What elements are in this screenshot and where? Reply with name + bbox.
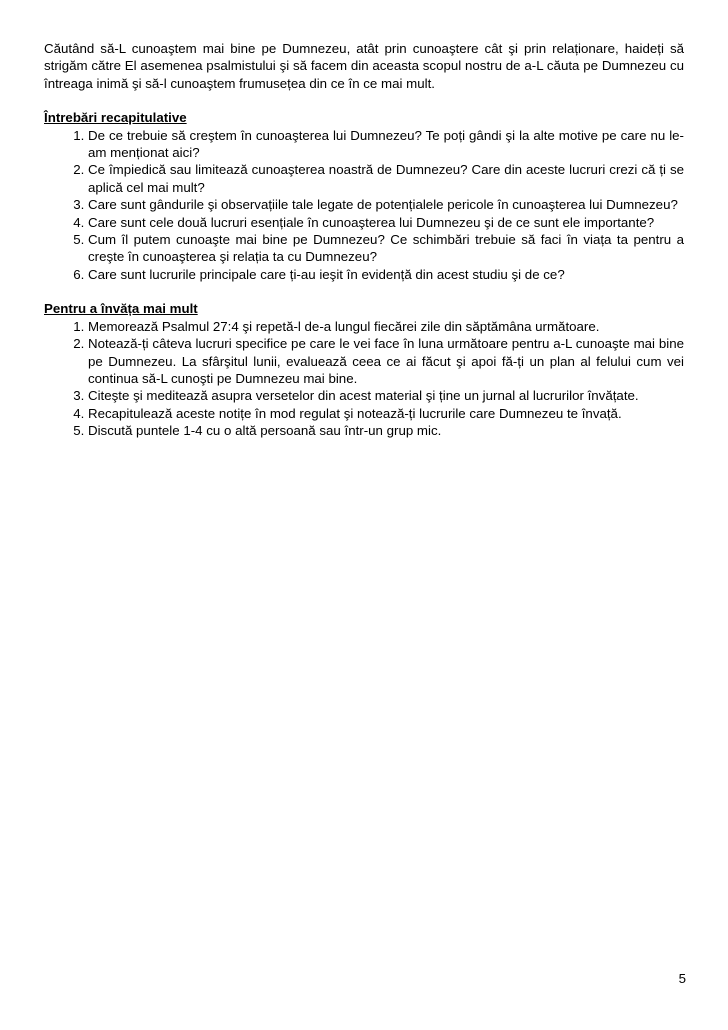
intro-paragraph: Căutând să-L cunoaştem mai bine pe Dumnezeu, atât prin cunoaştere cât şi prin relaționare, haideți să strigăm către El asemenea psalmistului şi să facem din aceasta scopul nostru de a-L căuta pe Dumnezeu cu întreaga inimă şi să-l cunoaştem frumusețea din ce în ce mai mult.	[44, 41, 684, 91]
review-questions-title: Întrebări recapitulative	[44, 110, 187, 126]
list-item: 3. Care sunt gândurile şi observațiile tale legate de potențialele pericole în cunoaşterea lui Dumnezeu?	[88, 196, 684, 213]
list-item: 1. De ce trebuie să creştem în cunoaşterea lui Dumnezeu? Te poți gândi şi la alte motive pe care nu le-am menționat aici?	[88, 127, 684, 162]
learn-more-title: Pentru a învăța mai mult	[44, 301, 198, 317]
list-item: 2. Notează-ți câteva lucruri specifice pe care le vei face în luna următoare pentru a-L cunoaşte mai bine pe Dumnezeu. La sfârşitul lunii, evaluează ceea ce ai făcut şi apoi fă-ți un plan al felului cum vei continua să-L cunoşti pe Dumnezeu mai bine.	[88, 335, 684, 387]
learn-more-list	[44, 318, 684, 440]
list-item: 3. Citeşte şi meditează asupra versetelor din acest material şi ține un jurnal al lucrurilor învățate.	[88, 387, 684, 404]
review-questions-list	[44, 127, 684, 284]
list-item: 6. Care sunt lucrurile principale care ți-au ieşit în evidență din acest studiu şi de ce?	[88, 266, 684, 283]
list-item: 5. Cum îl putem cunoaşte mai bine pe Dumnezeu? Ce schimbări trebuie să faci în viața ta pentru a creşte în cunoaşterea şi relația ta cu Dumnezeu?	[88, 231, 684, 266]
list-item: 5. Discută puntele 1-4 cu o altă persoană sau într-un grup mic.	[88, 422, 684, 439]
document-page	[44, 40, 684, 440]
list-item: 1. Memorează Psalmul 27:4 şi repetă-l de-a lungul fiecărei zile din săptămâna următoare.	[88, 318, 684, 335]
list-item: 4. Care sunt cele două lucruri esențiale în cunoaşterea lui Dumnezeu şi de ce sunt ele importante?	[88, 214, 684, 231]
learn-more-section	[44, 300, 684, 439]
list-item: 4. Recapitulează aceste notițe în mod regulat şi notează-ți lucrurile care Dumnezeu te învață.	[88, 405, 684, 422]
page-number: 5	[678, 971, 686, 986]
list-item: 2. Ce împiedică sau limitează cunoaşterea noastră de Dumnezeu? Care din aceste lucruri crezi că ți se aplică cel mai mult?	[88, 161, 684, 196]
review-questions-section	[44, 109, 684, 283]
